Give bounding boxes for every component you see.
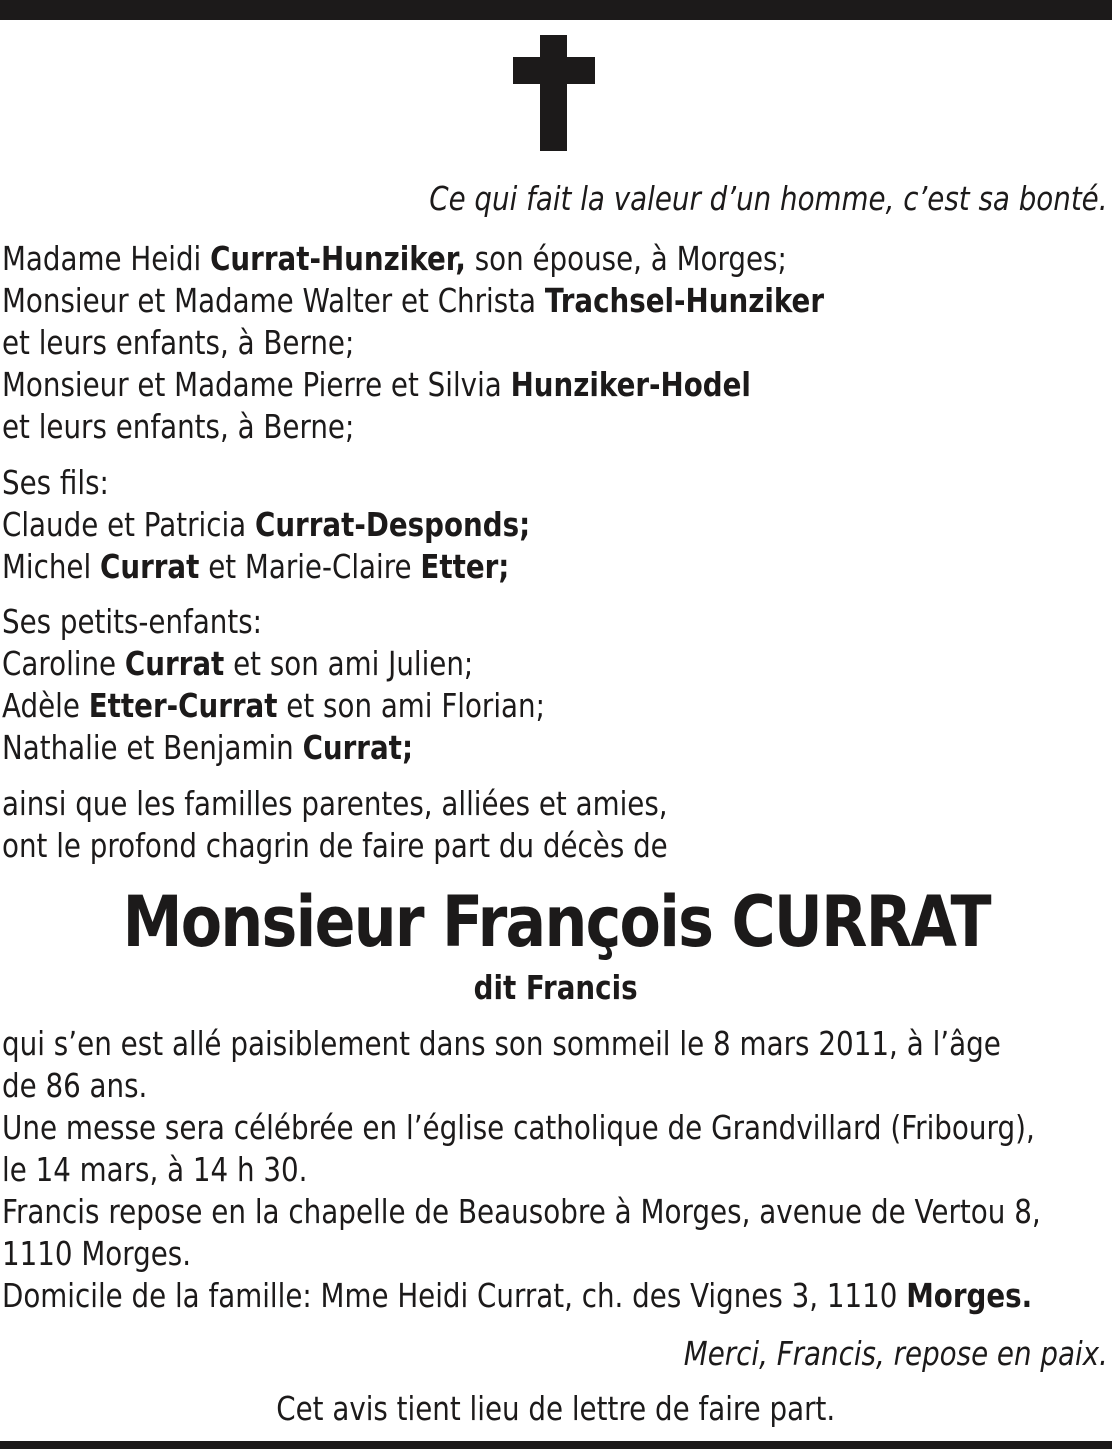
family-line: Monsieur et Madame Walter et Christa Trachsel-Hunziker	[2, 281, 825, 320]
cross-icon	[513, 35, 595, 151]
bottom-rule	[0, 1441, 1112, 1449]
detail-line: Une messe sera célébrée en l’église catholique de Grandvillard (Fribourg),	[2, 1108, 1035, 1147]
son-line: Michel Currat et Marie-Claire Etter;	[2, 547, 510, 586]
nickname: dit Francis	[474, 968, 638, 1007]
grandchild-line: Caroline Currat et son ami Julien;	[2, 644, 474, 683]
closing-line: ainsi que les familles parentes, alliées et amies,	[2, 784, 668, 823]
sons-heading: Ses fils:	[2, 463, 109, 502]
closing-line: ont le profond chagrin de faire part du décès de	[2, 826, 668, 865]
grandchild-line: Nathalie et Benjamin Currat;	[2, 728, 414, 767]
family-line: Madame Heidi Currat-Hunziker, son épouse, à Morges;	[2, 239, 787, 278]
detail-line: 1110 Morges.	[2, 1234, 192, 1273]
grandchild-line: Adèle Etter-Currat et son ami Florian;	[2, 686, 545, 725]
farewell: Merci, Francis, repose en paix.	[683, 1334, 1108, 1373]
family-line: et leurs enfants, à Berne;	[2, 323, 355, 362]
detail-line: qui s’en est allé paisiblement dans son sommeil le 8 mars 2011, à l’âge	[2, 1024, 1001, 1063]
top-rule	[0, 0, 1112, 20]
family-line: et leurs enfants, à Berne;	[2, 407, 355, 446]
detail-line: Francis repose en la chapelle de Beausobre à Morges, avenue de Vertou 8,	[2, 1192, 1041, 1231]
detail-line: de 86 ans.	[2, 1066, 148, 1105]
notice: Cet avis tient lieu de lettre de faire part.	[276, 1389, 836, 1428]
domicile-line: Domicile de la famille: Mme Heidi Currat, ch. des Vignes 3, 1110 Morges.	[2, 1276, 1033, 1315]
family-line: Monsieur et Madame Pierre et Silvia Hunziker-Hodel	[2, 365, 751, 404]
grandchildren-heading: Ses petits-enfants:	[2, 602, 263, 641]
deceased-name: Monsieur François CURRAT	[122, 881, 990, 963]
detail-line: le 14 mars, à 14 h 30.	[2, 1150, 308, 1189]
son-line: Claude et Patricia Currat-Desponds;	[2, 505, 531, 544]
epigraph: Ce qui fait la valeur d’un homme, c’est sa bonté.	[429, 179, 1108, 218]
